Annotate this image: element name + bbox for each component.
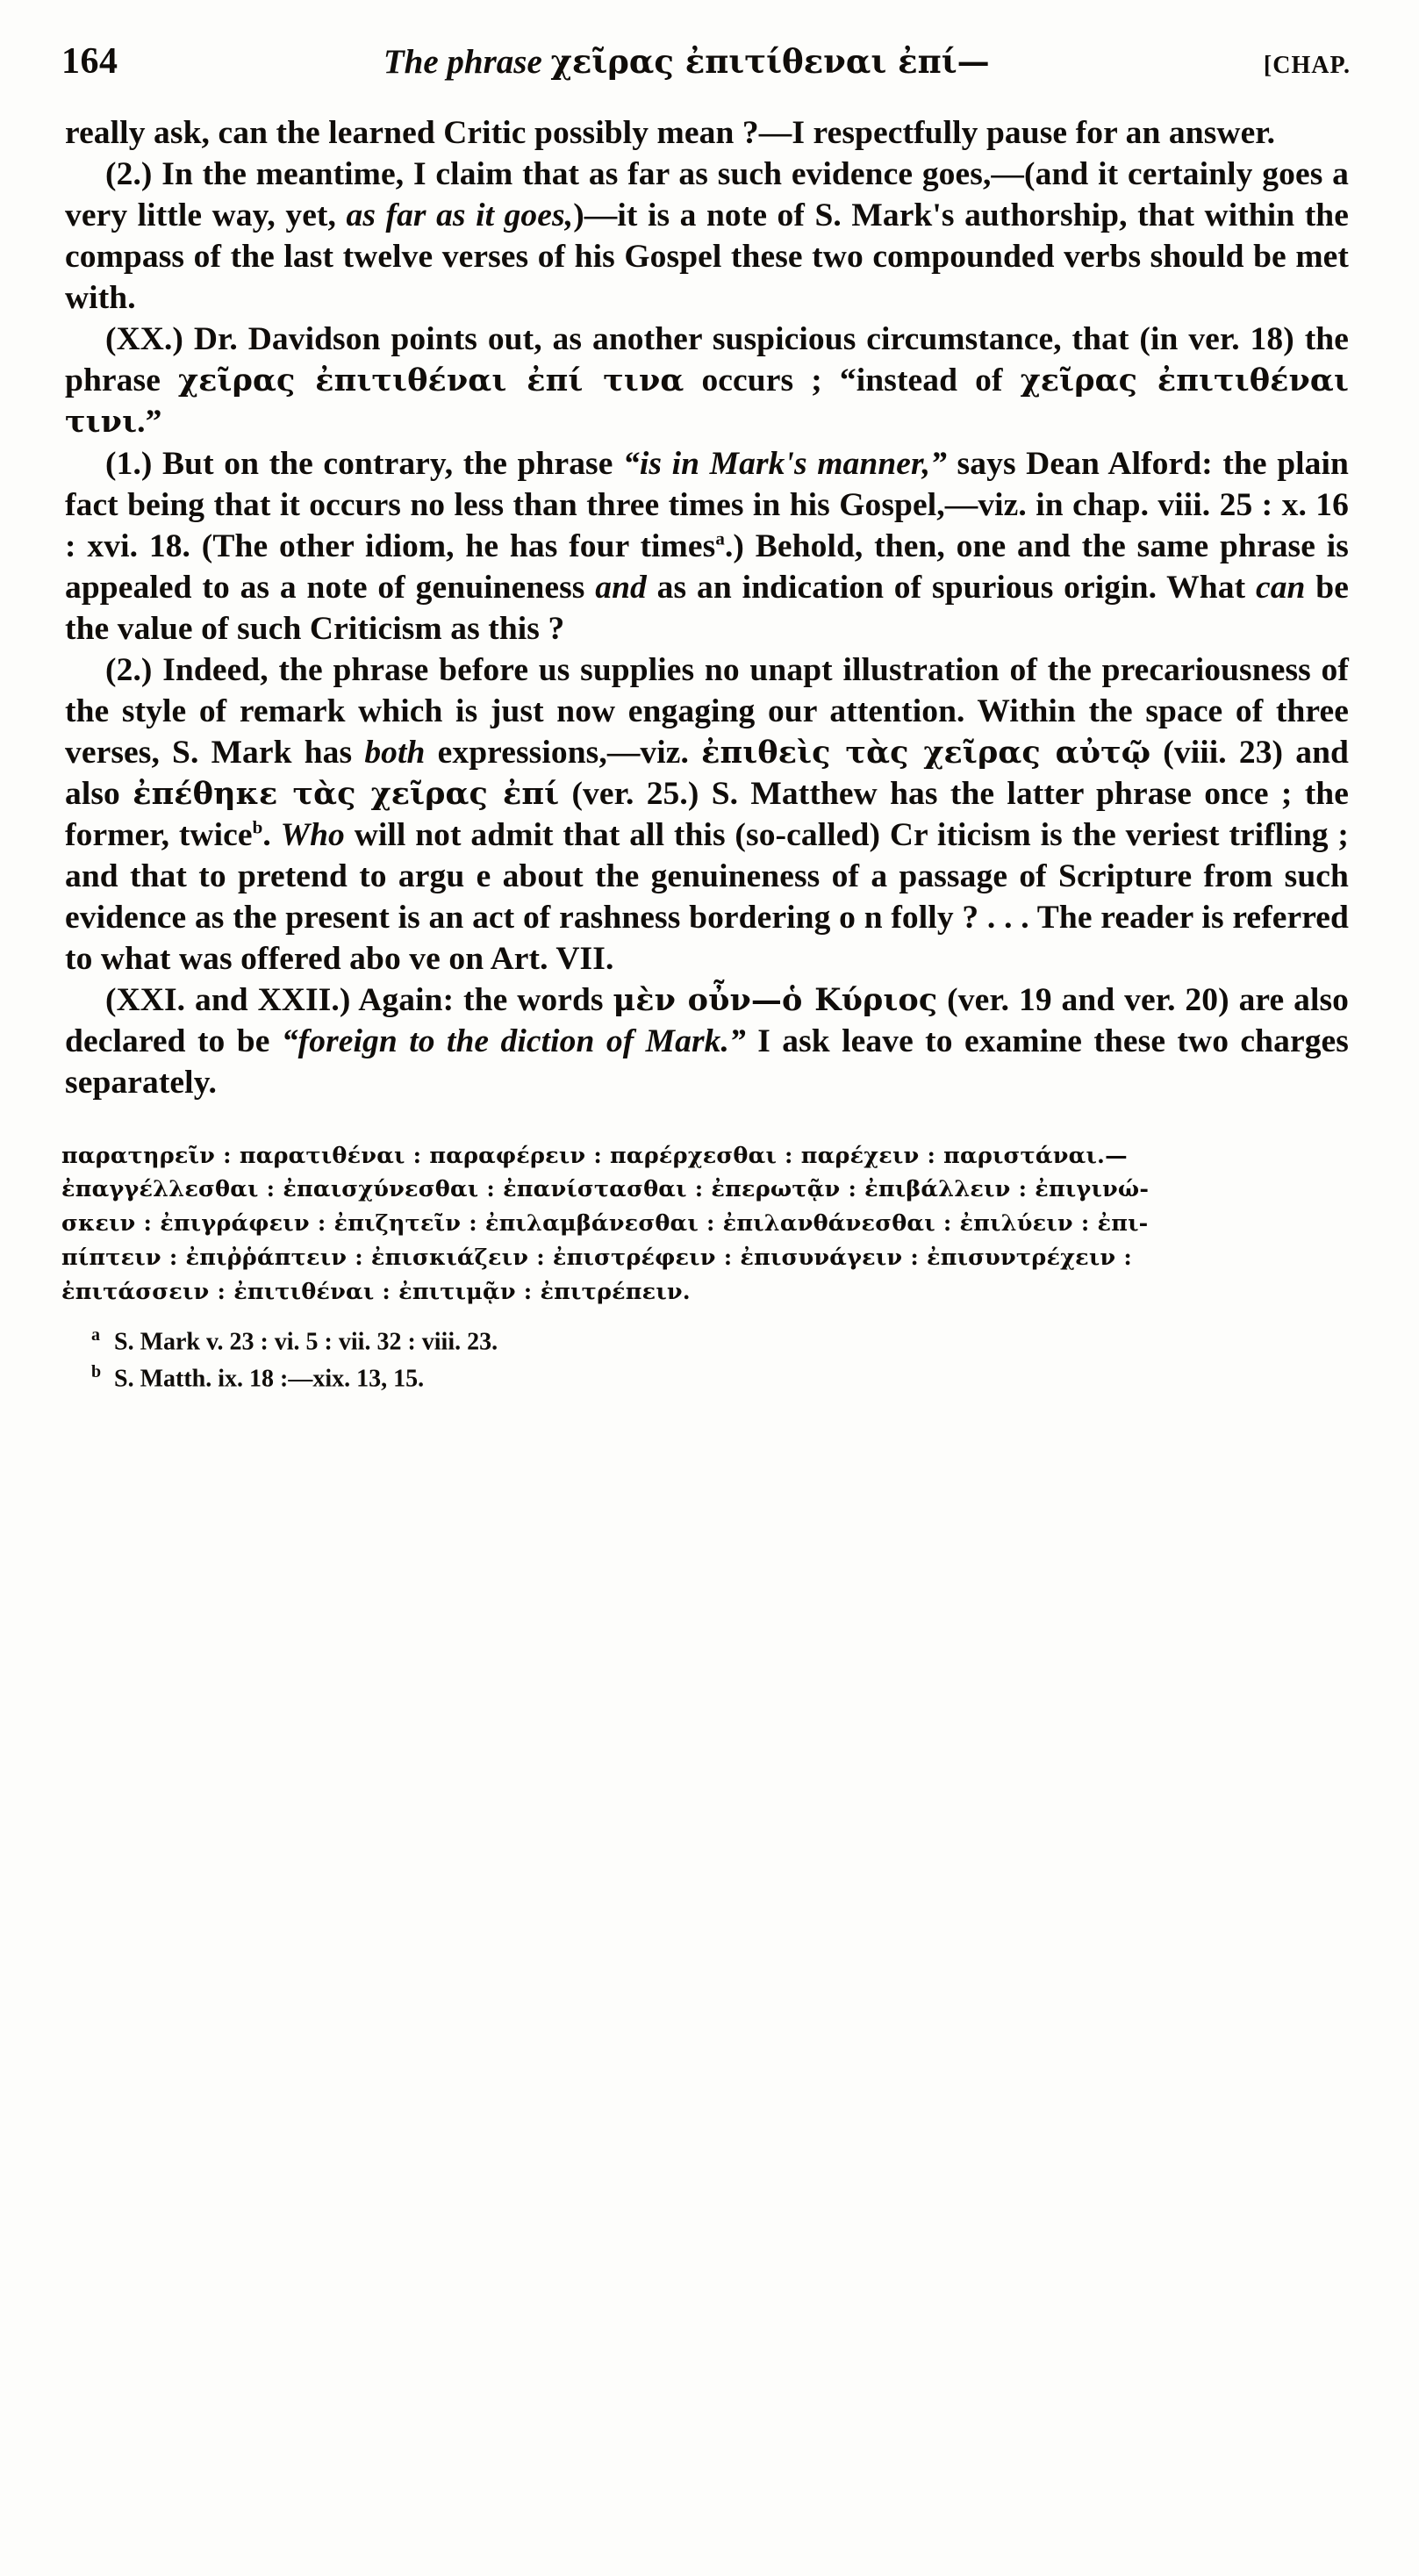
running-head xyxy=(110,42,1264,82)
footnote-marker: b xyxy=(91,1362,102,1382)
running-head-greek: χεῖρας ἐπιτίθεναι ἐπί— xyxy=(550,42,990,81)
paragraph: (2.) In the meantime, I claim that as far as such evidence goes,—(and it certainly goes a very little way, yet, as far as it goes,)—it is a note of S. Mark's authorship, that within the compass of the last twelve verses of his Gospel these two compounded verbs should be met with. xyxy=(65,156,1349,317)
footnote-marker: a xyxy=(91,1325,100,1345)
greek-word-list xyxy=(61,1139,1351,1310)
page-header xyxy=(61,40,1351,83)
body-text xyxy=(65,112,1349,1104)
page-number: 164 xyxy=(61,41,118,82)
running-head-text: The phrase xyxy=(383,43,551,81)
paragraph: really ask, can the learned Critic possibly mean ?—I respectfully pause for an answer. xyxy=(65,115,1276,151)
footnotes-block xyxy=(91,1323,1351,1396)
greek-list-line: σκειν : ἐπιγράφειν : ἐπιζητεῖν : ἐπιλαμβάνεσθαι : ἐπιλανθάνεσθαι : ἐπιλύειν : ἐπι- xyxy=(61,1210,1149,1237)
footnote-text: S. Mark v. 23 : vi. 5 : vii. 32 : viii. 23. xyxy=(114,1328,498,1356)
paragraph: (XXI. and XXII.) Again: the words μὲν οὖν—ὁ Κύριος (ver. 19 and ver. 20) are also declared to be “foreign to the diction of Mark.” I ask leave to examine these two charges separately. xyxy=(65,982,1350,1101)
chapter-label: [CHAP. xyxy=(1263,52,1351,79)
greek-list-line: ἐπαγγέλλεσθαι : ἐπαισχύνεσθαι : ἐπανίστασθαι : ἐπερωτᾷν : ἐπιβάλλειν : ἐπιγινώ- xyxy=(61,1176,1150,1203)
greek-list-line: παρατηρεῖν : παρατιθέναι : παραφέρειν : παρέρχεσθαι : παρέχειν : παριστάναι.— xyxy=(61,1142,1128,1169)
paragraph: (1.) But on the contrary, the phrase “is in Mark's manner,” says Dean Alford: the plain fact being that it occurs no less than three times in his Gospel,—viz. in chap. viii. 25 : x. 16 : xvi. 18. (The other idiom, he has four times$^a$.) Behold, then, one and the same phrase is appealed to as a note of genuineness and as an indication of spurious origin. What can be the value of such Criticism as this ? xyxy=(65,445,1349,647)
paragraph: (2.) Indeed, the phrase before us supplies no unapt illustration of the precariousness of the style of remark which is just now engaging our attention. Within the space of three verses, S. Mark has both expressions,—viz. ἐπιθεὶς τὰς χεῖρας αὐτῷ (viii. 23) and also ἐπέθηκε τὰς χεῖρας ἐπί (ver. 25.) S. Matthew has the latter phrase once ; the former, twice$^b$. Who will not admit that all this (so-called) Cr iticism is the veriest trifling ; and that to pretend to argu e about the genuineness of a passage of Scripture from such evidence as the present is an act of rashness bordering o n folly ? . . . The reader is referred to what was offered abo ve on Art. VII. xyxy=(65,651,1349,978)
footnote-text: S. Matth. ix. 18 :—xix. 13, 15. xyxy=(114,1365,425,1393)
footnote xyxy=(91,1360,1351,1396)
footnote xyxy=(91,1323,1351,1360)
greek-list-line: ἐπιτάσσειν : ἐπιτιθέναι : ἐπιτιμᾷν : ἐπιτρέπειν. xyxy=(61,1278,691,1305)
paragraph: (XX.) Dr. Davidson points out, as another suspicious circumstance, that (in ver. 18) the phrase χεῖρας ἐπιτιθέναι ἐπί τινα occurs ; “instead of χεῖρας ἐπιτιθέναι τινι.” xyxy=(65,321,1350,441)
greek-list-line: πίπτειν : ἐπιῤῥάπτειν : ἐπισκιάζειν : ἐπιστρέφειν : ἐπισυνάγειν : ἐπισυντρέχειν : xyxy=(61,1244,1132,1271)
